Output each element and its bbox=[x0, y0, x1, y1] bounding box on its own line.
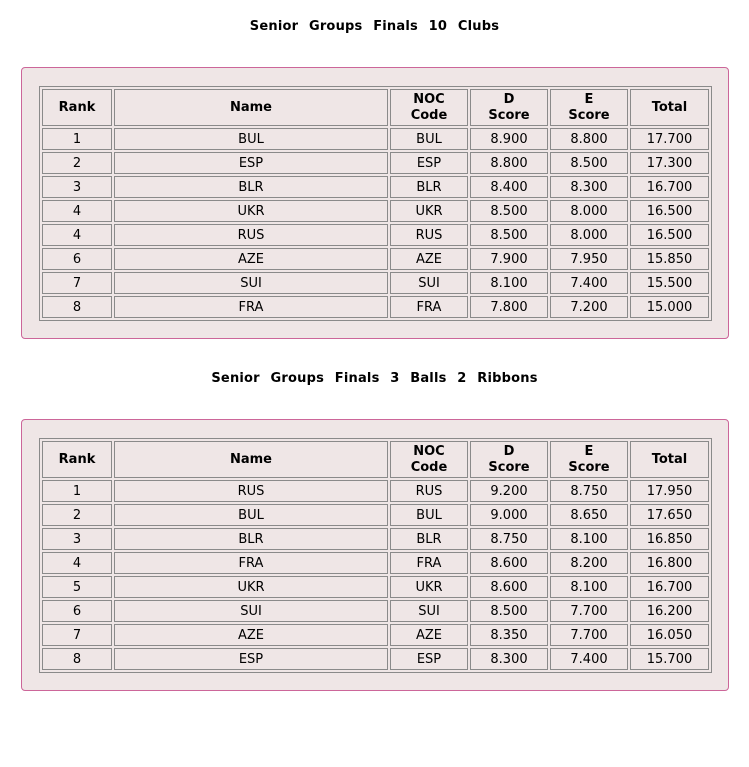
table-header-row bbox=[42, 89, 709, 126]
col-header-noc-code bbox=[390, 441, 468, 478]
results-table-balls-ribbons bbox=[39, 438, 712, 673]
cell-name: SUI bbox=[114, 600, 388, 622]
cell-e-score: 8.000 bbox=[550, 224, 628, 246]
cell-name: SUI bbox=[114, 272, 388, 294]
cell-total: 16.050 bbox=[630, 624, 709, 646]
cell-noc-code: AZE bbox=[390, 624, 468, 646]
col-header-e-line2: Score bbox=[568, 107, 610, 123]
col-header-noc-line1: NOC bbox=[413, 91, 445, 107]
cell-name: FRA bbox=[114, 552, 388, 574]
table-row bbox=[42, 176, 709, 198]
col-header-d-line1: D bbox=[503, 91, 515, 107]
cell-e-score: 8.100 bbox=[550, 528, 628, 550]
cell-name: UKR bbox=[114, 200, 388, 222]
cell-total: 16.500 bbox=[630, 200, 709, 222]
cell-noc-code: BLR bbox=[390, 176, 468, 198]
cell-name: ESP bbox=[114, 152, 388, 174]
cell-noc-code: UKR bbox=[390, 576, 468, 598]
cell-total: 15.700 bbox=[630, 648, 709, 670]
table-row bbox=[42, 600, 709, 622]
table-header-row bbox=[42, 441, 709, 478]
cell-total: 15.500 bbox=[630, 272, 709, 294]
cell-name: FRA bbox=[114, 296, 388, 318]
cell-rank: 3 bbox=[42, 528, 112, 550]
section-title-clubs: Senior Groups Finals 10 Clubs bbox=[249, 19, 500, 34]
cell-total: 15.850 bbox=[630, 248, 709, 270]
table-row bbox=[42, 528, 709, 550]
col-header-noc-line2: Code bbox=[410, 107, 448, 123]
cell-e-score: 8.300 bbox=[550, 176, 628, 198]
cell-d-score: 8.300 bbox=[470, 648, 548, 670]
cell-d-score: 8.800 bbox=[470, 152, 548, 174]
table-row bbox=[42, 552, 709, 574]
table-row bbox=[42, 504, 709, 526]
col-header-name: Name bbox=[114, 89, 388, 126]
cell-e-score: 8.750 bbox=[550, 480, 628, 502]
cell-d-score: 7.900 bbox=[470, 248, 548, 270]
cell-rank: 4 bbox=[42, 224, 112, 246]
cell-d-score: 8.600 bbox=[470, 552, 548, 574]
cell-total: 16.200 bbox=[630, 600, 709, 622]
table-row bbox=[42, 624, 709, 646]
col-header-total: Total bbox=[630, 89, 709, 126]
cell-e-score: 8.500 bbox=[550, 152, 628, 174]
cell-rank: 8 bbox=[42, 648, 112, 670]
cell-rank: 7 bbox=[42, 272, 112, 294]
col-header-e-line2: Score bbox=[568, 459, 610, 475]
cell-rank: 5 bbox=[42, 576, 112, 598]
col-header-total: Total bbox=[630, 441, 709, 478]
cell-d-score: 9.000 bbox=[470, 504, 548, 526]
cell-noc-code: SUI bbox=[390, 600, 468, 622]
cell-name: AZE bbox=[114, 248, 388, 270]
col-header-rank: Rank bbox=[42, 441, 112, 478]
cell-rank: 4 bbox=[42, 200, 112, 222]
cell-e-score: 7.700 bbox=[550, 600, 628, 622]
cell-noc-code: ESP bbox=[390, 152, 468, 174]
section-title-balls-ribbons: Senior Groups Finals 3 Balls 2 Ribbons bbox=[211, 371, 538, 386]
cell-noc-code: RUS bbox=[390, 480, 468, 502]
cell-name: ESP bbox=[114, 648, 388, 670]
table-row bbox=[42, 152, 709, 174]
cell-name: UKR bbox=[114, 576, 388, 598]
table-row bbox=[42, 272, 709, 294]
cell-noc-code: FRA bbox=[390, 296, 468, 318]
cell-e-score: 7.400 bbox=[550, 272, 628, 294]
col-header-noc-code bbox=[390, 89, 468, 126]
col-header-rank: Rank bbox=[42, 89, 112, 126]
cell-total: 15.000 bbox=[630, 296, 709, 318]
cell-rank: 2 bbox=[42, 152, 112, 174]
cell-name: AZE bbox=[114, 624, 388, 646]
cell-e-score: 8.800 bbox=[550, 128, 628, 150]
cell-total: 16.800 bbox=[630, 552, 709, 574]
cell-noc-code: AZE bbox=[390, 248, 468, 270]
col-header-d-score bbox=[470, 89, 548, 126]
cell-total: 16.850 bbox=[630, 528, 709, 550]
cell-rank: 4 bbox=[42, 552, 112, 574]
cell-rank: 6 bbox=[42, 248, 112, 270]
cell-rank: 2 bbox=[42, 504, 112, 526]
cell-d-score: 8.500 bbox=[470, 200, 548, 222]
cell-noc-code: FRA bbox=[390, 552, 468, 574]
cell-d-score: 8.750 bbox=[470, 528, 548, 550]
table-row bbox=[42, 224, 709, 246]
cell-noc-code: UKR bbox=[390, 200, 468, 222]
cell-e-score: 7.400 bbox=[550, 648, 628, 670]
results-panel-clubs bbox=[21, 67, 729, 339]
cell-d-score: 8.400 bbox=[470, 176, 548, 198]
cell-d-score: 8.350 bbox=[470, 624, 548, 646]
results-panel-balls-ribbons bbox=[21, 419, 729, 691]
cell-name: RUS bbox=[114, 480, 388, 502]
col-header-d-line2: Score bbox=[488, 107, 530, 123]
cell-total: 16.700 bbox=[630, 576, 709, 598]
col-header-e-score bbox=[550, 89, 628, 126]
cell-total: 16.500 bbox=[630, 224, 709, 246]
col-header-d-line2: Score bbox=[488, 459, 530, 475]
cell-total: 17.950 bbox=[630, 480, 709, 502]
table-row bbox=[42, 200, 709, 222]
cell-rank: 6 bbox=[42, 600, 112, 622]
cell-e-score: 7.950 bbox=[550, 248, 628, 270]
cell-name: BUL bbox=[114, 128, 388, 150]
table-row bbox=[42, 248, 709, 270]
cell-d-score: 8.500 bbox=[470, 224, 548, 246]
col-header-d-score bbox=[470, 441, 548, 478]
cell-d-score: 9.200 bbox=[470, 480, 548, 502]
cell-rank: 8 bbox=[42, 296, 112, 318]
cell-noc-code: BUL bbox=[390, 128, 468, 150]
cell-total: 17.700 bbox=[630, 128, 709, 150]
cell-d-score: 8.500 bbox=[470, 600, 548, 622]
cell-rank: 1 bbox=[42, 128, 112, 150]
cell-noc-code: BLR bbox=[390, 528, 468, 550]
col-header-e-line1: E bbox=[584, 91, 594, 107]
cell-noc-code: ESP bbox=[390, 648, 468, 670]
table-row bbox=[42, 128, 709, 150]
table-body-clubs bbox=[42, 128, 709, 318]
col-header-d-line1: D bbox=[503, 443, 515, 459]
cell-e-score: 7.200 bbox=[550, 296, 628, 318]
cell-noc-code: BUL bbox=[390, 504, 468, 526]
cell-e-score: 8.200 bbox=[550, 552, 628, 574]
cell-d-score: 8.600 bbox=[470, 576, 548, 598]
table-body-balls-ribbons bbox=[42, 480, 709, 670]
cell-total: 16.700 bbox=[630, 176, 709, 198]
cell-e-score: 8.100 bbox=[550, 576, 628, 598]
cell-e-score: 8.000 bbox=[550, 200, 628, 222]
cell-d-score: 7.800 bbox=[470, 296, 548, 318]
cell-total: 17.300 bbox=[630, 152, 709, 174]
table-row bbox=[42, 576, 709, 598]
table-row bbox=[42, 648, 709, 670]
col-header-e-score bbox=[550, 441, 628, 478]
cell-name: RUS bbox=[114, 224, 388, 246]
col-header-e-line1: E bbox=[584, 443, 594, 459]
cell-e-score: 8.650 bbox=[550, 504, 628, 526]
col-header-noc-line2: Code bbox=[410, 459, 448, 475]
col-header-name: Name bbox=[114, 441, 388, 478]
cell-noc-code: SUI bbox=[390, 272, 468, 294]
cell-d-score: 8.900 bbox=[470, 128, 548, 150]
cell-rank: 7 bbox=[42, 624, 112, 646]
cell-name: BLR bbox=[114, 528, 388, 550]
cell-total: 17.650 bbox=[630, 504, 709, 526]
cell-e-score: 7.700 bbox=[550, 624, 628, 646]
cell-name: BLR bbox=[114, 176, 388, 198]
cell-noc-code: RUS bbox=[390, 224, 468, 246]
cell-d-score: 8.100 bbox=[470, 272, 548, 294]
table-row bbox=[42, 480, 709, 502]
cell-rank: 3 bbox=[42, 176, 112, 198]
table-row bbox=[42, 296, 709, 318]
col-header-noc-line1: NOC bbox=[413, 443, 445, 459]
results-table-clubs bbox=[39, 86, 712, 321]
cell-name: BUL bbox=[114, 504, 388, 526]
cell-rank: 1 bbox=[42, 480, 112, 502]
